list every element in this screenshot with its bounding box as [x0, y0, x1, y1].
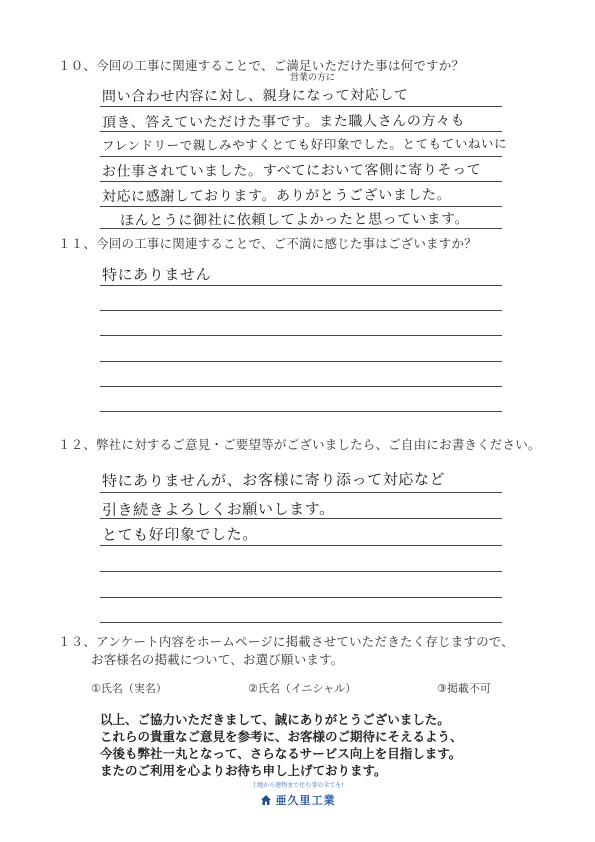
q12-rule-5 — [100, 597, 502, 598]
company-name: 亜久里工業 — [275, 794, 336, 807]
closing-line-2: これらの貴重なご意見を参考に、お客様のご期待にそえるよう、 — [100, 729, 463, 744]
q10-rule-5 — [100, 206, 502, 207]
question-13-label: １３、アンケート内容をホームページに掲載させていただきたく存じますので、 — [58, 634, 514, 649]
question-11-label: １１、今回の工事に関連することで、ご不満に感じた事はございますか？ — [58, 236, 477, 251]
question-12-label: １２、弊社に対するご意見・ご要望等がございましたら、ご自由にお書きください。 — [58, 437, 541, 452]
q12-rule-1 — [100, 492, 502, 493]
q10-rule-2 — [100, 131, 502, 132]
q12-answer-line-3: とても好印象でした。 — [101, 525, 259, 544]
house-logo-icon — [260, 794, 272, 806]
q11-rule-6 — [100, 411, 502, 412]
closing-line-4: またのご利用を心よりお待ち申し上げております。 — [100, 763, 387, 778]
option-not-published[interactable]: ③掲載不可 — [437, 682, 491, 695]
insertion-note: 営業の方に — [290, 73, 336, 83]
q12-rule-2 — [100, 518, 502, 519]
q11-rule-4 — [100, 361, 502, 362]
q10-rule-1 — [100, 106, 502, 107]
option-initials[interactable]: ②氏名（イニシャル） — [248, 682, 357, 695]
q11-rule-5 — [100, 386, 502, 387]
option-real-name[interactable]: ①氏名（実名） — [91, 682, 167, 695]
company-logo — [0, 792, 595, 808]
q10-answer-line-5: 対応に感謝しております。ありがとうございました。 — [101, 187, 452, 206]
q11-rule-1 — [100, 285, 502, 286]
q10-answer-line-1: 問い合わせ内容に対し、親身になって対応して — [101, 87, 409, 106]
question-13-label-2: お客様名の掲載について、お選び願います。 — [91, 652, 344, 667]
q12-answer-line-1: 特にありませんが、お客様に寄り添って対応など — [101, 470, 446, 490]
q10-rule-4 — [100, 181, 502, 182]
q10-rule-3 — [100, 156, 502, 157]
q10-answer-line-4: お仕事されていました。すべてにおいて客側に寄りそって — [101, 162, 482, 181]
q11-rule-2 — [100, 310, 502, 311]
closing-line-3: 今後も弊社一丸となって、さらなるサービス向上を目指します。 — [100, 746, 462, 761]
q11-rule-3 — [100, 335, 502, 336]
q10-rule-6 — [100, 228, 502, 229]
q12-answer-line-2: 引き続きよろしくお願いします。 — [101, 499, 335, 519]
footer-tagline: 土地から建物まで住む事の全てを! — [251, 782, 344, 789]
question-10-label: １０、今回の工事に関連することで、ご満足いただけた事は何ですか？ — [58, 58, 465, 73]
q10-answer-line-6: ほんとうに御社に依頼してよかったと思っています。 — [119, 211, 470, 230]
q12-rule-3 — [100, 545, 502, 546]
q10-answer-line-3: フレンドリーで親しみやすくとても好印象でした。とてもていねいに — [101, 135, 508, 154]
closing-line-1: 以上、ご協力いただきまして、誠にありがとうございました。 — [100, 712, 450, 727]
q11-answer-line-1: 特にありません — [101, 265, 212, 284]
q12-rule-6 — [100, 622, 502, 623]
q10-answer-line-2: 頂き、答えていただけた事です。また職人さんの方々も — [101, 113, 466, 132]
q12-rule-4 — [100, 571, 502, 572]
